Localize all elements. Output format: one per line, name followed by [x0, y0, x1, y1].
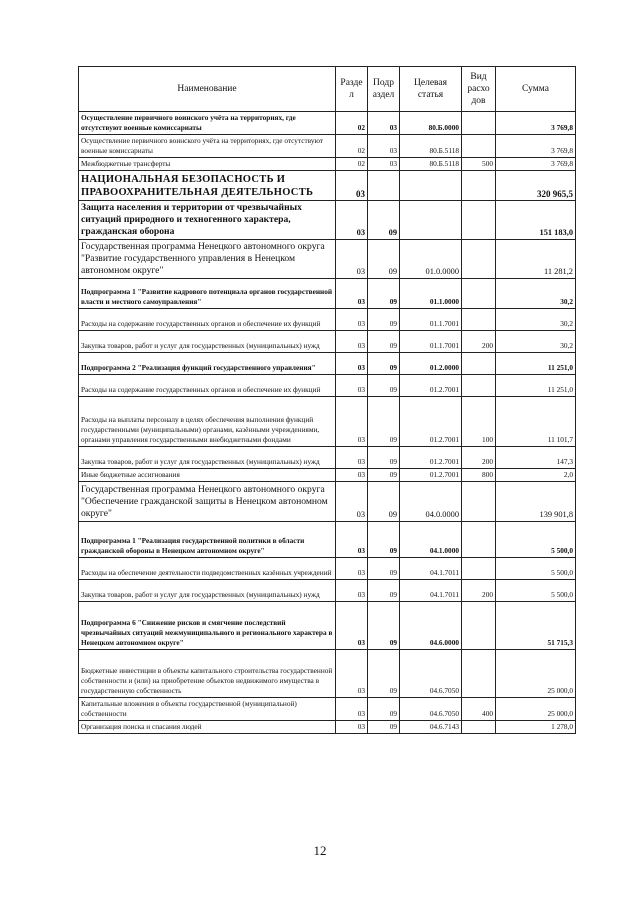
- table-row: [79, 650, 576, 698]
- row-razdel-cell: 03: [336, 240, 368, 279]
- row-name-cell: Межбюджетные трансферты: [79, 158, 336, 171]
- row-sum-cell: 25 000,0: [496, 650, 576, 698]
- row-sum-cell: 3 769,8: [496, 135, 576, 158]
- row-podrazdel-cell: 09: [368, 397, 400, 447]
- page-number: 12: [313, 843, 327, 858]
- row-name-cell: Подпрограмма 2 "Реализация функций государственного управления": [79, 353, 336, 375]
- table-row: [79, 522, 576, 558]
- row-vid-cell: 100: [462, 397, 496, 447]
- row-razdel-cell: 03: [336, 309, 368, 331]
- row-razdel-cell: 03: [336, 375, 368, 397]
- row-razdel-cell: 03: [336, 650, 368, 698]
- row-celevaya-cell: 80.Б.5118: [400, 158, 462, 171]
- row-podrazdel-cell: 09: [368, 580, 400, 602]
- row-podrazdel-cell: 09: [368, 201, 400, 240]
- table-row: [79, 309, 576, 331]
- row-podrazdel-cell: 09: [368, 650, 400, 698]
- row-vid-cell: 200: [462, 580, 496, 602]
- row-vid-cell: 800: [462, 469, 496, 482]
- row-name-cell: Закупка товаров, работ и услуг для государственных (муниципальных) нужд: [79, 580, 336, 602]
- header-vid: Вид расхо дов: [462, 67, 496, 112]
- row-sum-cell: 2,0: [496, 469, 576, 482]
- row-sum-cell: 25 000,0: [496, 698, 576, 721]
- table-header-row: [79, 67, 576, 112]
- row-sum-cell: 30,2: [496, 309, 576, 331]
- row-celevaya-cell: 04.6.0000: [400, 602, 462, 650]
- row-vid-cell: [462, 171, 496, 201]
- row-podrazdel-cell: 09: [368, 482, 400, 522]
- table-row: [79, 721, 576, 734]
- row-vid-cell: [462, 240, 496, 279]
- row-podrazdel-cell: 09: [368, 698, 400, 721]
- row-vid-cell: [462, 522, 496, 558]
- header-celevaya: Целевая статья: [400, 67, 462, 112]
- row-celevaya-cell: 01.0.0000: [400, 240, 462, 279]
- row-celevaya-cell: 04.1.7011: [400, 580, 462, 602]
- row-vid-cell: [462, 558, 496, 580]
- row-podrazdel-cell: 09: [368, 602, 400, 650]
- row-sum-cell: 11 281,2: [496, 240, 576, 279]
- row-razdel-cell: 03: [336, 331, 368, 353]
- row-celevaya-cell: 80.Б.0000: [400, 112, 462, 135]
- header-podrazdel: Подр аздел: [368, 67, 400, 112]
- table-row: [79, 240, 576, 279]
- row-podrazdel-cell: 09: [368, 353, 400, 375]
- row-razdel-cell: 03: [336, 397, 368, 447]
- row-razdel-cell: 03: [336, 522, 368, 558]
- table-body: [79, 112, 576, 734]
- row-vid-cell: [462, 721, 496, 734]
- row-name-cell: Расходы на выплаты персоналу в целях обеспечения выполнения функций государственными (муниципальными) органами, казёнными учреждениями, органами управления государственными внебюджетными фондами: [79, 397, 336, 447]
- row-name-cell: Защита населения и территории от чрезвычайных ситуаций природного и техногенного характера, гражданская оборона: [79, 201, 336, 240]
- table-row: [79, 375, 576, 397]
- row-celevaya-cell: 01.2.7001: [400, 447, 462, 469]
- row-name-cell: Осуществление первичного воинского учёта на территориях, где отсутствуют военные комиссариаты: [79, 112, 336, 135]
- row-vid-cell: [462, 602, 496, 650]
- table-row: [79, 558, 576, 580]
- row-celevaya-cell: 01.2.0000: [400, 353, 462, 375]
- row-vid-cell: 400: [462, 698, 496, 721]
- row-sum-cell: 11 251,0: [496, 353, 576, 375]
- row-name-cell: Закупка товаров, работ и услуг для государственных (муниципальных) нужд: [79, 447, 336, 469]
- row-sum-cell: 1 278,0: [496, 721, 576, 734]
- row-razdel-cell: 03: [336, 447, 368, 469]
- row-celevaya-cell: 01.1.7001: [400, 309, 462, 331]
- row-podrazdel-cell: 03: [368, 158, 400, 171]
- row-podrazdel-cell: 03: [368, 112, 400, 135]
- table-row: [79, 201, 576, 240]
- row-vid-cell: 200: [462, 447, 496, 469]
- row-celevaya-cell: 04.1.7011: [400, 558, 462, 580]
- row-name-cell: Иные бюджетные ассигнования: [79, 469, 336, 482]
- row-razdel-cell: 03: [336, 482, 368, 522]
- row-celevaya-cell: 04.0.0000: [400, 482, 462, 522]
- table-row: [79, 279, 576, 309]
- row-sum-cell: 51 715,3: [496, 602, 576, 650]
- row-sum-cell: 3 769,8: [496, 158, 576, 171]
- row-razdel-cell: 03: [336, 721, 368, 734]
- row-podrazdel-cell: 09: [368, 375, 400, 397]
- row-vid-cell: [462, 375, 496, 397]
- row-razdel-cell: 02: [336, 112, 368, 135]
- row-razdel-cell: 03: [336, 558, 368, 580]
- row-sum-cell: 5 500,0: [496, 558, 576, 580]
- row-razdel-cell: 02: [336, 158, 368, 171]
- row-podrazdel-cell: 03: [368, 135, 400, 158]
- row-celevaya-cell: 04.6.7050: [400, 698, 462, 721]
- row-podrazdel-cell: 09: [368, 240, 400, 279]
- row-podrazdel-cell: 09: [368, 447, 400, 469]
- row-name-cell: Капитальные вложения в объекты государственной (муниципальной) собственности: [79, 698, 336, 721]
- row-name-cell: Подпрограмма 1 "Реализация государственной политики в области гражданской обороны в Ненецком автономном округе": [79, 522, 336, 558]
- row-name-cell: Подпрограмма 6 "Снижение рисков и смягчение последствий чрезвычайных ситуаций межмуниципального и регионального характера в Ненецком автономном округе": [79, 602, 336, 650]
- table-row: [79, 353, 576, 375]
- row-podrazdel-cell: 09: [368, 469, 400, 482]
- row-celevaya-cell: 01.2.7001: [400, 375, 462, 397]
- table-row: [79, 135, 576, 158]
- row-vid-cell: [462, 135, 496, 158]
- budget-table: [78, 66, 576, 734]
- row-name-cell: Расходы на содержание государственных органов и обеспечение их функций: [79, 309, 336, 331]
- table-row: [79, 602, 576, 650]
- row-razdel-cell: 03: [336, 171, 368, 201]
- row-celevaya-cell: 01.1.7001: [400, 331, 462, 353]
- row-name-cell: Подпрограмма 1 "Развитие кадрового потенциала органов государственной власти и местного самоуправления": [79, 279, 336, 309]
- row-podrazdel-cell: 09: [368, 279, 400, 309]
- row-name-cell: Организация поиска и спасания людей: [79, 721, 336, 734]
- row-sum-cell: 11 101,7: [496, 397, 576, 447]
- row-podrazdel-cell: [368, 171, 400, 201]
- row-razdel-cell: 03: [336, 279, 368, 309]
- row-name-cell: Расходы на содержание государственных органов и обеспечение их функций: [79, 375, 336, 397]
- row-celevaya-cell: [400, 171, 462, 201]
- row-sum-cell: 139 901,8: [496, 482, 576, 522]
- row-sum-cell: 5 500,0: [496, 580, 576, 602]
- header-name: Наименование: [79, 67, 336, 112]
- row-razdel-cell: 02: [336, 135, 368, 158]
- row-vid-cell: 500: [462, 158, 496, 171]
- row-name-cell: Государственная программа Ненецкого автономного округа "Развитие государственного управления в Ненецком автономном округе": [79, 240, 336, 279]
- row-razdel-cell: 03: [336, 469, 368, 482]
- header-razdel: Разде л: [336, 67, 368, 112]
- table-row: [79, 469, 576, 482]
- table-row: [79, 482, 576, 522]
- table-row: [79, 447, 576, 469]
- row-celevaya-cell: 04.1.0000: [400, 522, 462, 558]
- row-vid-cell: [462, 309, 496, 331]
- row-celevaya-cell: 01.1.0000: [400, 279, 462, 309]
- row-podrazdel-cell: 09: [368, 522, 400, 558]
- row-podrazdel-cell: 09: [368, 558, 400, 580]
- row-sum-cell: 151 183,0: [496, 201, 576, 240]
- row-vid-cell: [462, 112, 496, 135]
- row-sum-cell: 147,3: [496, 447, 576, 469]
- table-row: [79, 397, 576, 447]
- row-sum-cell: 5 500,0: [496, 522, 576, 558]
- row-celevaya-cell: 04.6.7143: [400, 721, 462, 734]
- row-sum-cell: 30,2: [496, 279, 576, 309]
- row-razdel-cell: 03: [336, 602, 368, 650]
- row-vid-cell: [462, 482, 496, 522]
- row-razdel-cell: 03: [336, 353, 368, 375]
- row-vid-cell: [462, 650, 496, 698]
- row-sum-cell: 3 769,8: [496, 112, 576, 135]
- row-razdel-cell: 03: [336, 698, 368, 721]
- table-row: [79, 331, 576, 353]
- table-row: [79, 171, 576, 201]
- header-summa: Сумма: [496, 67, 576, 112]
- row-razdel-cell: 03: [336, 201, 368, 240]
- row-name-cell: Осуществление первичного воинского учёта на территориях, где отсутствуют военные комиссариаты: [79, 135, 336, 158]
- row-name-cell: Государственная программа Ненецкого автономного округа "Обеспечение гражданской защиты в Ненецком автономном округе": [79, 482, 336, 522]
- table-row: [79, 112, 576, 135]
- row-podrazdel-cell: 09: [368, 309, 400, 331]
- row-sum-cell: 11 251,0: [496, 375, 576, 397]
- row-celevaya-cell: 80.Б.5118: [400, 135, 462, 158]
- row-name-cell: НАЦИОНАЛЬНАЯ БЕЗОПАСНОСТЬ И ПРАВООХРАНИТЕЛЬНАЯ ДЕЯТЕЛЬНОСТЬ: [79, 171, 336, 201]
- row-name-cell: Бюджетные инвестиции в объекты капитального строительства государственной собственности и (или) на приобретение объектов недвижимого имущества в государственную собственность: [79, 650, 336, 698]
- table-row: [79, 698, 576, 721]
- row-vid-cell: 200: [462, 331, 496, 353]
- row-vid-cell: [462, 353, 496, 375]
- row-vid-cell: [462, 201, 496, 240]
- row-sum-cell: 320 965,5: [496, 171, 576, 201]
- budget-table-container: [78, 66, 575, 734]
- row-celevaya-cell: [400, 201, 462, 240]
- table-row: [79, 158, 576, 171]
- row-sum-cell: 30,2: [496, 331, 576, 353]
- row-celevaya-cell: 01.2.7001: [400, 469, 462, 482]
- row-podrazdel-cell: 09: [368, 331, 400, 353]
- row-razdel-cell: 03: [336, 580, 368, 602]
- table-row: [79, 580, 576, 602]
- row-name-cell: Расходы на обеспечение деятельности подведомственных казённых учреждений: [79, 558, 336, 580]
- row-celevaya-cell: 01.2.7001: [400, 397, 462, 447]
- row-vid-cell: [462, 279, 496, 309]
- row-name-cell: Закупка товаров, работ и услуг для государственных (муниципальных) нужд: [79, 331, 336, 353]
- row-celevaya-cell: 04.6.7050: [400, 650, 462, 698]
- row-podrazdel-cell: 09: [368, 721, 400, 734]
